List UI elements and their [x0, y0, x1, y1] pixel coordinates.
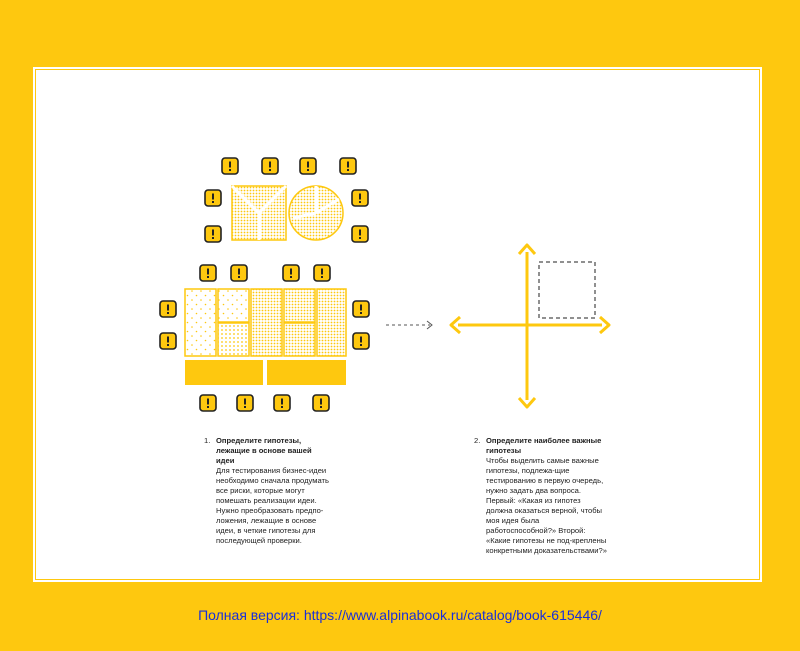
warning-icon	[353, 301, 369, 317]
warning-icon	[205, 190, 221, 206]
hypothesis-block	[218, 289, 249, 322]
step-1-text: Для тестирования бизнес-идеи необходимо сначала продумать все риски, которые могут помешать реализации идеи. Нужно преобразовать предпо-ложения, лежащие в основе идеи, в четкие гипотезы для последующей проверки.	[216, 466, 329, 545]
dashed-arrow	[386, 321, 432, 329]
warning-icon	[274, 395, 290, 411]
idea-shapes-top	[232, 186, 343, 240]
priority-axes	[451, 245, 609, 407]
priority-quadrant	[539, 262, 595, 318]
warning-icon	[200, 395, 216, 411]
step-1-number: 1.	[204, 436, 211, 445]
step-1-title: Определите гипотезы, лежащие в основе вашей идеи	[216, 436, 312, 465]
warning-icon	[352, 226, 368, 242]
warning-icon	[160, 301, 176, 317]
warning-icon	[231, 265, 247, 281]
warning-icon	[237, 395, 253, 411]
step-2-title: Определите наиболее важные гипотезы	[486, 436, 602, 455]
warning-icon	[314, 265, 330, 281]
step-2-text: Чтобы выделить самые важные гипотезы, подлежа-щие тестированию в первую очередь, нужно задать два вопроса. Первый: «Какая из гипотез должна оказаться верной, чтобы моя идея была работоспособной?» Второй: «Какие гипотезы не под-креплены конкретными доказательствами?»	[486, 456, 607, 555]
warning-icon	[205, 226, 221, 242]
hypothesis-blocks	[185, 289, 346, 385]
hypothesis-block	[317, 289, 346, 356]
hypothesis-block	[251, 289, 282, 356]
warning-icons-bottom	[200, 395, 329, 411]
warning-icon	[352, 190, 368, 206]
step-2-number: 2.	[474, 436, 481, 445]
full-version-link[interactable]: Полная версия: https://www.alpinabook.ru/catalog/book-615446/	[198, 607, 602, 623]
warning-icon	[353, 333, 369, 349]
hypothesis-block	[284, 323, 315, 356]
warning-icon	[262, 158, 278, 174]
warning-icon	[300, 158, 316, 174]
hypothesis-block	[185, 289, 216, 356]
step-2	[474, 436, 609, 556]
warning-icon	[160, 333, 176, 349]
warning-icon	[200, 265, 216, 281]
hypothesis-block	[284, 289, 315, 322]
warning-icon	[283, 265, 299, 281]
solid-block	[267, 360, 346, 385]
warning-icon	[222, 158, 238, 174]
solid-block	[185, 360, 263, 385]
step-1	[204, 436, 329, 546]
warning-icon	[313, 395, 329, 411]
warning-icon	[340, 158, 356, 174]
hypothesis-block	[218, 323, 249, 356]
